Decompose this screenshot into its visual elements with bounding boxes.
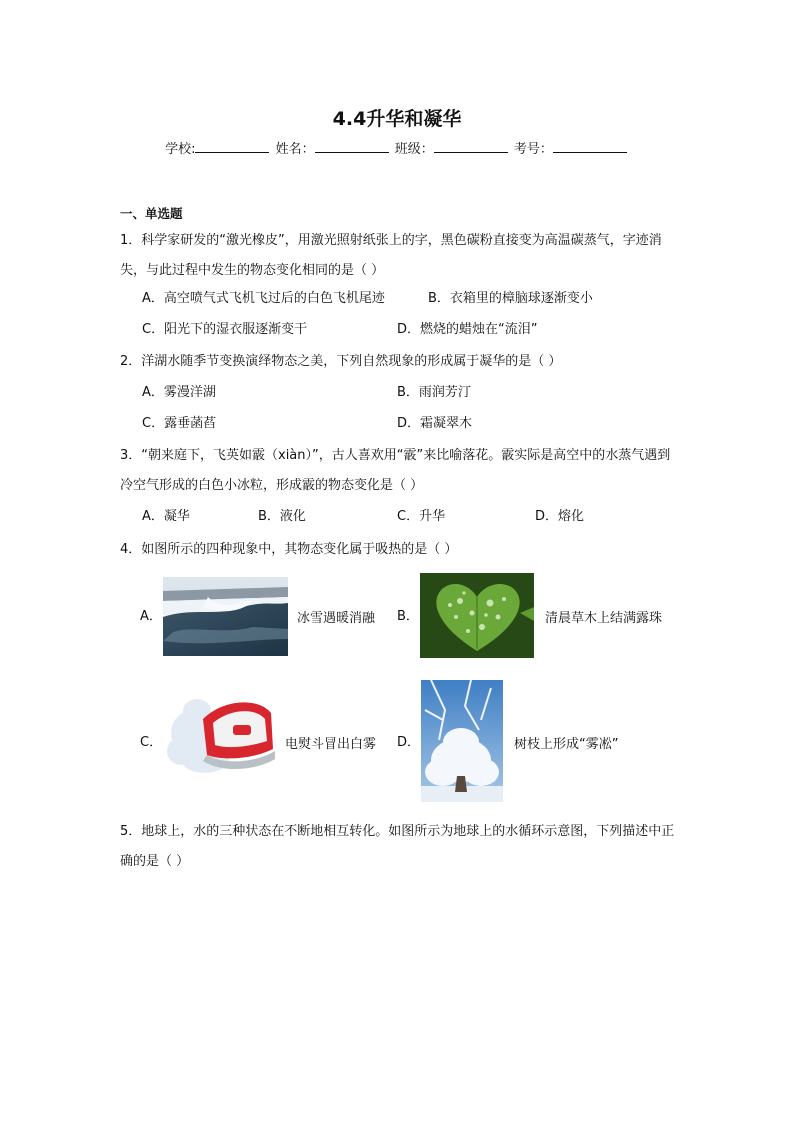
q1-option-c[interactable]: C．阳光下的湿衣服逐渐变干 [142,322,308,337]
q1-option-b[interactable]: B．衣箱里的樟脑球逐渐变小 [428,291,593,306]
class-label: 班级： [394,142,434,157]
q1-option-d[interactable]: D．燃烧的蜡烛在“流泪” [397,322,538,337]
number-label: 考号： [513,142,553,157]
number-blank[interactable] [553,140,627,153]
school-label: 学校: [165,142,196,157]
question-1-text: 1．科学家研发的“激光橡皮”，用激光照射纸张上的字，黑色碳粉直接变为高温碳蒸气，字迹消失，与此过程中发生的物态变化相同的是（ ） [120,233,662,278]
section-heading: 一、单选题 [120,206,183,221]
q3-option-c[interactable]: C．升华 [397,509,446,524]
q2-option-a[interactable]: A．雾漫洋湖 [142,385,216,400]
class-blank[interactable] [434,140,508,153]
q4-option-d-label[interactable]: D． [397,735,421,750]
school-blank[interactable] [195,140,269,153]
photo-melting-ice [163,577,288,656]
q3-option-b[interactable]: B．液化 [258,509,306,524]
name-label: 姓名： [275,142,315,157]
q3-option-a[interactable]: A．凝华 [142,509,190,524]
q4-option-a-caption: 冰雪遇暖消融 [297,611,376,626]
page-title: 4.4升华和凝华 [332,108,462,130]
photo-rime-tree [421,680,503,802]
q2-option-d[interactable]: D．霜凝翠木 [397,416,473,431]
q4-option-c-caption: 电熨斗冒出白雾 [285,737,377,752]
name-blank[interactable] [315,140,389,153]
q4-option-d-caption: 树枝上形成“雾凇” [514,737,619,752]
q4-option-a-label[interactable]: A． [140,609,162,624]
student-info-line [0,138,794,157]
question-4-text: 4．如图所示的四种现象中，其物态变化属于吸热的是（ ） [120,542,458,557]
question-2-text: 2．洋湖水随季节变换演绎物态之美，下列自然现象的形成属于凝华的是（ ） [120,354,562,369]
q3-option-d[interactable]: D．熔化 [535,509,585,524]
q1-option-a[interactable]: A．高空喷气式飞机飞过后的白色飞机尾迹 [142,291,385,306]
photo-dew-leaf [420,573,534,658]
question-3-text: 3．“朝来庭下，飞英如霰（xiàn）”，古人喜欢用“霰”来比喻落花。霰实际是高空中的水蒸气遇到冷空气形成的白色小冰粒，形成霰的物态变化是（ ） [120,448,671,493]
q2-option-b[interactable]: B．雨润芳汀 [397,385,471,400]
q2-option-c[interactable]: C．露垂菡萏 [142,416,217,431]
question-5-text: 5．地球上，水的三种状态在不断地相互转化。如图所示为地球上的水循环示意图，下列描述中正确的是（ ） [120,824,675,869]
photo-steam-iron [163,689,278,782]
q4-option-c-label[interactable]: C． [140,735,163,750]
q4-option-b-label[interactable]: B． [397,609,419,624]
q4-option-b-caption: 清晨草木上结满露珠 [545,611,663,626]
